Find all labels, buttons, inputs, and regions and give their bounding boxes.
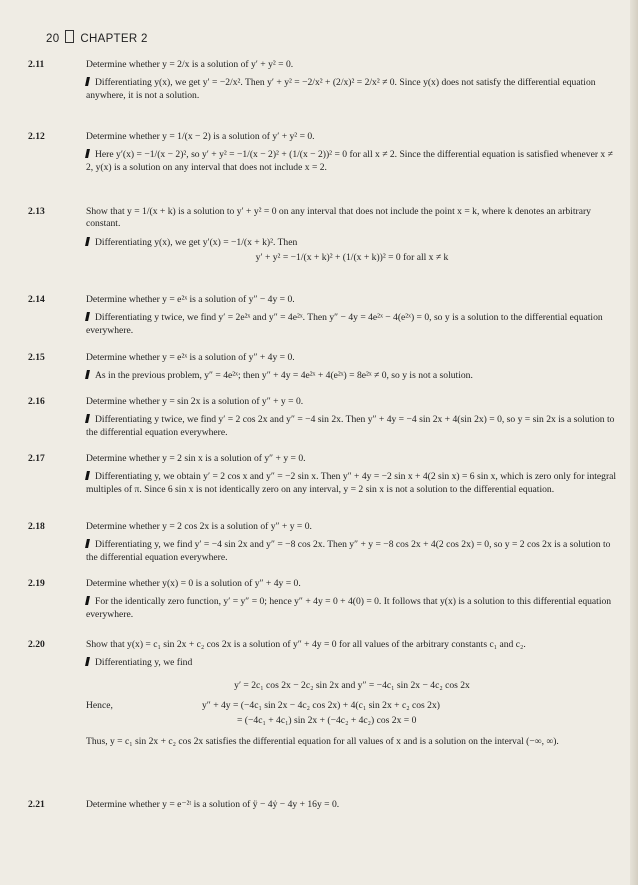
problem-statement: Determine whether y = e²ˣ is a solution of y″ + 4y = 0. (86, 352, 295, 363)
solution-bar-icon (85, 414, 90, 423)
problem-solution: Differentiating y(x), we get y′ = −2/x². Then y′ + y² = −2/x² + (2/x)² = 2/x² ≠ 0. Since y(x) does not satisfy the differential equation anywhere, it is not a solution. (86, 77, 596, 101)
solution-bar-icon (85, 370, 90, 379)
conclusion-text: Thus, y = c₁ sin 2x + c₂ cos 2x satisfies the differential equation for all values of x and is a solution on the interval (−∞, ∞). (86, 736, 559, 748)
solution-bar-icon (85, 539, 90, 548)
problem-solution: Differentiating y, we obtain y′ = 2 cos x and y″ = −2 sin x. Then y″ + 4y = −2 sin x + 4(2 sin x) = 6 sin x, which is zero only for integral multiples of π. Since 6 sin x is not identically zero on any interval, y = 2 sin x is not a solution to the differential equation. (86, 471, 617, 495)
problem-solution: Differentiating y twice, we find y′ = 2e²ˣ and y″ = 4e²ˣ. Then y″ − 4y = 4e²ˣ − 4(e²ˣ) = 0, so y is a solution to the differential equation everywhere. (86, 312, 603, 336)
problem-statement: Determine whether y = e²ˣ is a solution of y″ − 4y = 0. (86, 294, 295, 305)
problem-statement: Determine whether y = 2/x is a solution of y′ + y² = 0. (86, 59, 294, 70)
problem-number: 2.17 (28, 453, 45, 464)
simplified-equation: = (−4c₁ + 4c₁) sin 2x + (−4c₂ + 4c₂) cos 2x = 0 (237, 714, 417, 726)
problem-statement: Show that y(x) = c₁ sin 2x + c₂ cos 2x is a solution of y″ + 4y = 0 for all values of the arbitrary constants c₁ and c₂. (86, 639, 526, 650)
solution-bar-icon (85, 237, 90, 246)
problem-statement: Show that y = 1/(x + k) is a solution to y′ + y² = 0 on any interval that does not include the point x = k, where k denotes an arbitrary constant. (86, 206, 591, 230)
solution-bar-icon (85, 596, 90, 605)
page-number: 20 (46, 33, 60, 45)
solution-bar-icon (85, 471, 90, 480)
sum-equation: y″ + 4y = (−4c₁ sin 2x − 4c₂ cos 2x) + 4(c₁ sin 2x + c₂ cos 2x) (202, 700, 440, 712)
solution-bar-icon (85, 149, 90, 158)
solution-bar-icon (85, 77, 90, 86)
problem-statement: Determine whether y = 1/(x − 2) is a solution of y′ + y² = 0. (86, 131, 315, 142)
problem-number: 2.19 (28, 578, 45, 589)
problem-statement: Determine whether y = e⁻²ᵗ is a solution of ÿ − 4ẏ − 4y + 16y = 0. (86, 799, 340, 810)
header-box-icon (65, 30, 74, 43)
problem-number: 2.13 (28, 206, 45, 217)
hence-block (86, 700, 618, 727)
problem-number: 2.16 (28, 396, 45, 407)
problem-statement: Determine whether y = sin 2x is a solution of y″ + y = 0. (86, 396, 304, 407)
problem-statement: Determine whether y(x) = 0 is a solution of y″ + 4y = 0. (86, 578, 301, 589)
problem-solution: As in the previous problem, y″ = 4e²ˣ; then y″ + 4y = 4e²ˣ + 4(e²ˣ) = 8e²ˣ ≠ 0, so y is not a solution. (86, 370, 618, 382)
problem-number: 2.11 (28, 59, 45, 70)
problem-number: 2.18 (28, 521, 45, 532)
chapter-title: CHAPTER 2 (80, 33, 148, 45)
page-header (46, 30, 148, 45)
problem-number: 2.14 (28, 294, 45, 305)
problem-solution: For the identically zero function, y′ = y″ = 0; hence y″ + 4y = 0 + 4(0) = 0. It follows that y(x) is a solution to this differential equation everywhere. (86, 596, 612, 620)
hence-label: Hence, (86, 700, 113, 712)
problem-statement: Determine whether y = 2 sin x is a solution of y″ + y = 0. (86, 453, 306, 464)
solution-bar-icon (85, 312, 90, 321)
problem-number: 2.20 (28, 639, 45, 650)
problem-solution: Differentiating y twice, we find y′ = 2 cos 2x and y″ = −4 sin 2x. Then y″ + 4y = −4 sin 2x + 4(sin 2x) = 0, so y = sin 2x is a solution to the differential equation everywhere. (86, 414, 615, 438)
problem-number: 2.12 (28, 131, 45, 142)
solution-bar-icon (85, 657, 90, 666)
page-edge (630, 0, 638, 885)
display-equation: y′ + y² = −1/(x + k)² + (1/(x + k))² = 0 for all x ≠ k (255, 252, 449, 264)
problem-number: 2.21 (28, 799, 45, 810)
problem-number: 2.15 (28, 352, 45, 363)
problem-solution: Differentiating y, we find y′ = −4 sin 2x and y″ = −8 cos 2x. Then y″ + y = −8 cos 2x + 4(2 cos 2x) = 0, so y = 2 cos 2x is a solution to the differential equation everywhere. (86, 539, 611, 563)
problem-solution: Here y′(x) = −1/(x − 2)², so y′ + y² = −1/(x − 2)² + (1/(x − 2))² = 0 for all x ≠ 2. Since the differential equation is satisfied whenever x ≠ 2, y(x) is a solution on any interval that does not include x = 2. (86, 149, 613, 173)
problem-solution: Differentiating y(x), we get y′(x) = −1/(x + k)². Then (86, 237, 618, 249)
problem-statement: Determine whether y = 2 cos 2x is a solution of y″ + y = 0. (86, 521, 312, 532)
derivative-equation: y′ = 2c₁ cos 2x − 2c₂ sin 2x and y″ = −4c₁ sin 2x − 4c₂ cos 2x (234, 679, 470, 691)
problem-solution: Differentiating y, we find (86, 657, 618, 669)
